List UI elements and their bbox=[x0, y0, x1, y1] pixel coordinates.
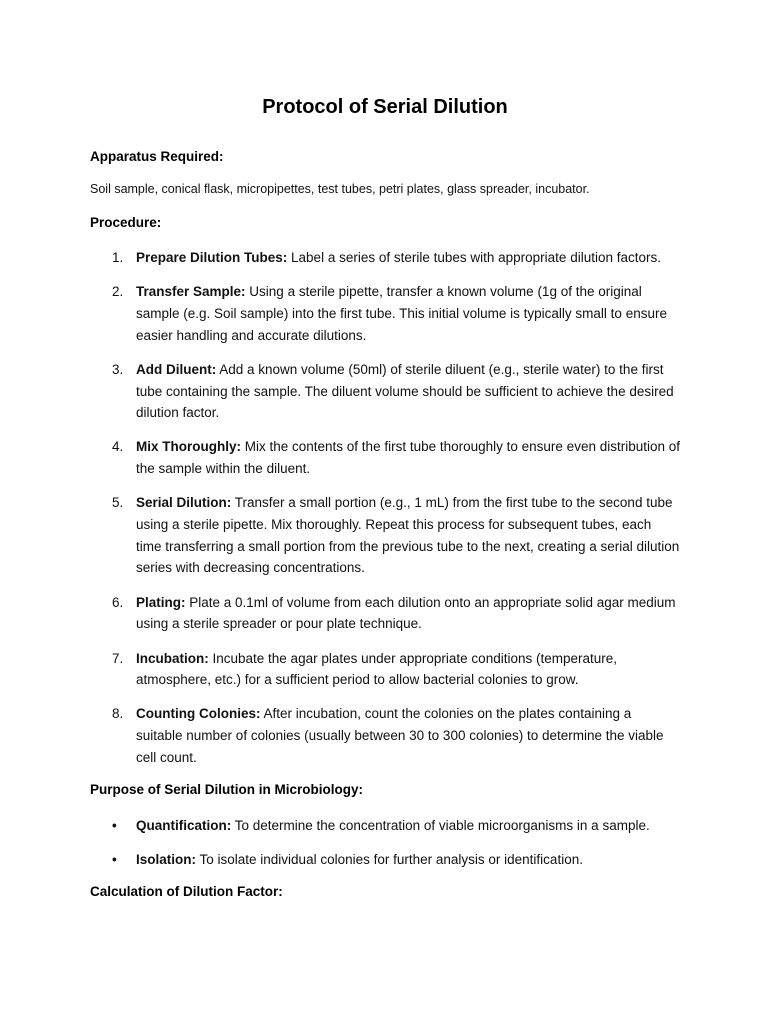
purpose-text: To isolate individual colonies for further analysis or identification. bbox=[196, 852, 583, 868]
purpose-term: Isolation: bbox=[136, 852, 196, 868]
step-text: After incubation, count the colonies on the plates containing a suitable number of colonies (usually between 30 to 300 colonies) to determine the viable cell count. bbox=[136, 706, 664, 765]
step-text: Plate a 0.1ml of volume from each dilution onto an appropriate solid agar medium using a sterile spreader or pour plate technique. bbox=[136, 594, 676, 632]
step-text: Add a known volume (50ml) of sterile diluent (e.g., sterile water) to the first tube containing the sample. The diluent volume should be sufficient to achieve the desired dilution factor. bbox=[136, 361, 674, 421]
step-term: Plating: bbox=[136, 594, 186, 610]
purpose-term: Quantification: bbox=[136, 818, 232, 834]
procedure-step-6 bbox=[90, 592, 680, 635]
procedure-step-1 bbox=[90, 247, 680, 269]
step-text: Incubate the agar plates under appropriate conditions (temperature, atmosphere, etc.) for a sufficient period to allow bacterial colonies to grow. bbox=[136, 650, 618, 688]
step-text: Mix the contents of the first tube thoroughly to ensure even distribution of the sample within the diluent. bbox=[136, 439, 681, 477]
step-number: 2. bbox=[112, 284, 124, 300]
step-term: Transfer Sample: bbox=[136, 284, 246, 300]
apparatus-text: Soil sample, conical flask, micropipettes, test tubes, petri plates, glass spreader, incubator. bbox=[90, 182, 590, 196]
step-term: Serial Dilution: bbox=[136, 495, 232, 511]
step-term: Add Diluent: bbox=[136, 361, 217, 377]
document-title: Protocol of Serial Dilution bbox=[262, 96, 508, 118]
document-content bbox=[90, 94, 680, 901]
step-number: 4. bbox=[112, 439, 124, 455]
bullet-icon: • bbox=[112, 852, 117, 868]
apparatus-heading: Apparatus Required: bbox=[90, 149, 224, 164]
calculation-heading: Calculation of Dilution Factor: bbox=[90, 884, 283, 900]
procedure-step-8 bbox=[90, 703, 680, 768]
procedure-step-3 bbox=[90, 359, 680, 424]
step-text: Label a series of sterile tubes with appropriate dilution factors. bbox=[287, 250, 661, 265]
step-term: Prepare Dilution Tubes: bbox=[136, 250, 288, 265]
step-number: 8. bbox=[112, 706, 124, 722]
procedure-step-4 bbox=[90, 436, 680, 479]
purpose-heading: Purpose of Serial Dilution in Microbiology: bbox=[90, 782, 364, 798]
step-text: Using a sterile pipette, transfer a known volume (1g of the original sample (e.g. Soil sample) into the first tube. This initial volume is typically small to ensure easier handling and accurate dilutions. bbox=[136, 284, 667, 343]
step-term: Mix Thoroughly: bbox=[136, 439, 241, 455]
procedure-step-5 bbox=[90, 492, 680, 579]
procedure-step-7 bbox=[90, 648, 680, 691]
step-term: Incubation: bbox=[136, 650, 209, 666]
step-number: 5. bbox=[112, 495, 124, 511]
step-number: 3. bbox=[112, 361, 124, 377]
purpose-item-isolation bbox=[90, 849, 680, 871]
purpose-item-quantification bbox=[90, 815, 680, 837]
purpose-list bbox=[90, 815, 680, 871]
step-number: 7. bbox=[112, 650, 124, 666]
purpose-text: To determine the concentration of viable microorganisms in a sample. bbox=[231, 818, 650, 834]
procedure-steps-list bbox=[90, 247, 680, 769]
step-number: 6. bbox=[112, 594, 124, 610]
bullet-icon: • bbox=[112, 818, 117, 834]
procedure-step-2 bbox=[90, 281, 680, 346]
procedure-heading: Procedure: bbox=[90, 215, 162, 230]
step-text: Transfer a small portion (e.g., 1 mL) from the first tube to the second tube using a sterile pipette. Mix thoroughly. Repeat this process for subsequent tubes, each time transferring a small portion from the previous tube to the next, creating a serial dilution series with decreasing concentrations. bbox=[136, 495, 680, 576]
step-number: 1. bbox=[112, 250, 124, 265]
step-term: Counting Colonies: bbox=[136, 706, 261, 722]
